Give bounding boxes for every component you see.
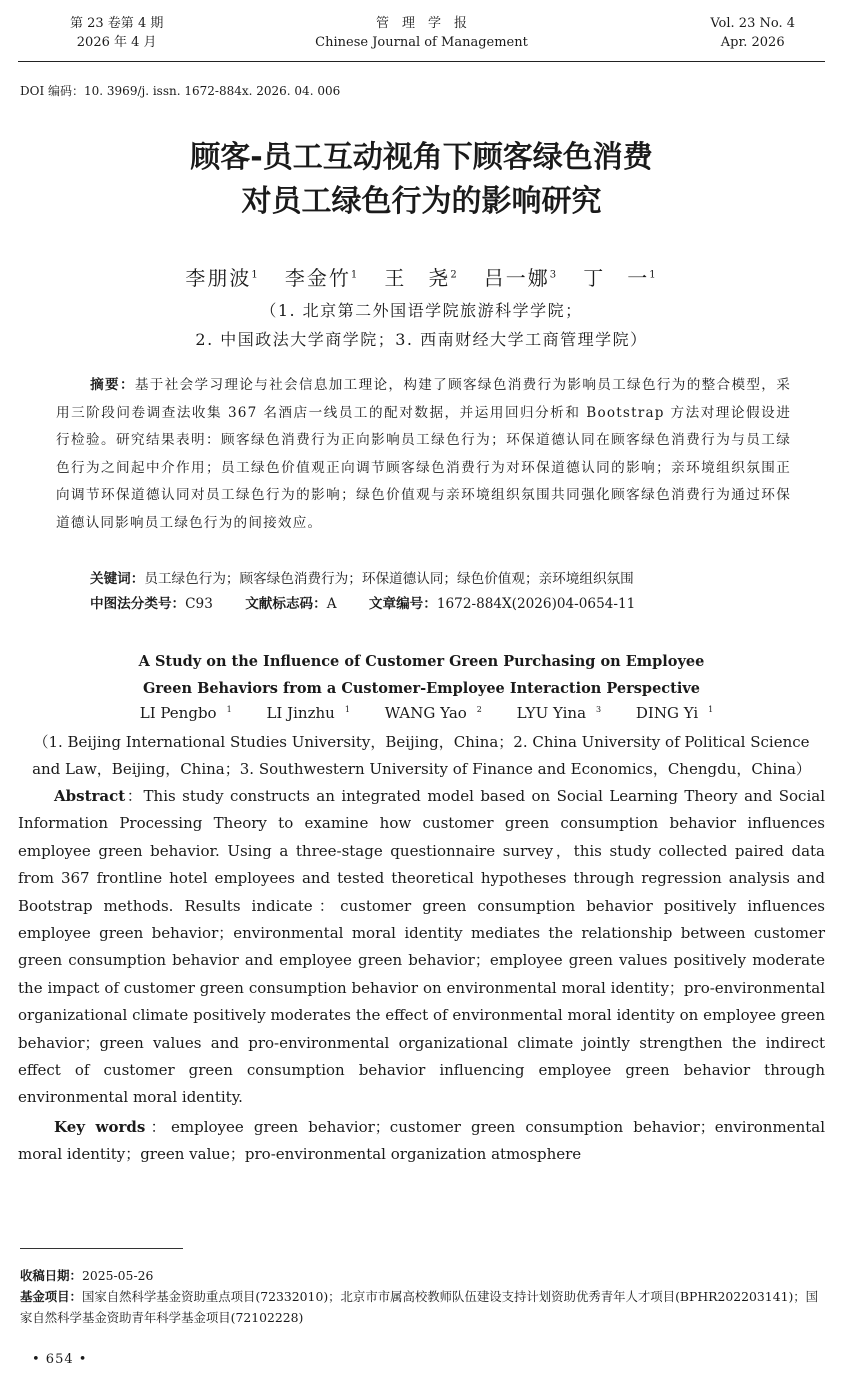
title-cn-line1: 顾客-员工互动视角下顾客绿色消费 bbox=[190, 140, 653, 175]
doc-code-label: 文献标志码： bbox=[245, 596, 327, 612]
author-en: DING Yi $^1$ bbox=[635, 704, 714, 722]
journal-name-cn: 管 理 学 报 bbox=[375, 16, 467, 31]
author-en: LYU Yina $^3$ bbox=[516, 704, 602, 722]
abstract-en-text: ：This study constructs an integrated model based on Social Learning Theory and Social Information Processing Theory to examine how customer green consumption behavior influences employee green behavior. Using a three-stage questionnaire survey，this study collected paired data from 367 frontline hotel employees and tested theoretical hypotheses through regression analysis and Bootstrap methods. Results indicate：customer green consumption behavior positively influences employee green behavior；environmental moral identity mediates the relationship between customer green consumption behavior and employee green behavior；employee green values positively moderate the impact of customer green consumption behavior on environmental moral identity；pro-environmental organizational climate positively moderates the effect of environmental moral identity on employee green behavior；green values and pro-environmental organizational climate jointly strengthen the indirect effect of customer green consumption behavior influencing employee green behavior through environmental moral identity. bbox=[18, 787, 825, 1107]
abstract-en-label: Abstract bbox=[54, 787, 126, 805]
title-cn-line2: 对员工绿色行为的影响研究 bbox=[241, 184, 602, 219]
title-cn bbox=[0, 136, 843, 224]
authors-cn bbox=[0, 262, 843, 291]
author-en: WANG Yao $^2$ bbox=[384, 704, 482, 722]
author-cn: 丁 一$^1$ bbox=[583, 266, 658, 290]
doc-code-value: A bbox=[326, 596, 337, 612]
keywords-cn-label: 关键词： bbox=[90, 571, 145, 587]
keywords-cn bbox=[90, 565, 803, 593]
journal-name-en: Chinese Journal of Management bbox=[315, 35, 528, 50]
header-volume-en bbox=[710, 14, 795, 52]
author-cn: 李朋波$^1$ bbox=[185, 266, 260, 290]
abstract-cn-label: 摘要： bbox=[90, 377, 135, 393]
keywords-en-label: Key words bbox=[54, 1118, 146, 1136]
abstract-cn bbox=[56, 372, 791, 538]
footnote-rule bbox=[20, 1248, 183, 1249]
author-cn: 王 尧$^2$ bbox=[384, 266, 459, 290]
header-rule bbox=[18, 61, 825, 62]
title-en-line1: A Study on the Influence of Customer Green Purchasing on Employee bbox=[138, 653, 705, 670]
keywords-en bbox=[18, 1114, 825, 1169]
keywords-cn-text: 员工绿色行为；顾客绿色消费行为；环保道德认同；绿色价值观；亲环境组织氛围 bbox=[144, 571, 634, 587]
volume-cn: 第 23 卷第 4 期 bbox=[70, 16, 164, 31]
article-number-label: 文章编号： bbox=[368, 596, 437, 612]
affiliations-en: （1. Beijing International Studies University，Beijing，China；2. China University of Political Science and Law，Beijing，China；3. Southwestern University of Finance and Economics，Chengdu，China） bbox=[32, 733, 811, 778]
classification-cn bbox=[90, 593, 803, 615]
affiliation-cn-line2: 2. 中国政法大学商学院；3. 西南财经大学工商管理学院） bbox=[195, 330, 648, 349]
footnote bbox=[20, 1265, 825, 1328]
author-cn: 吕一娜$^3$ bbox=[483, 266, 559, 290]
clc-value: C93 bbox=[185, 596, 213, 612]
author-en: LI Jinzhu $^1$ bbox=[266, 704, 350, 722]
volume-en: Vol. 23 No. 4 bbox=[710, 16, 795, 31]
author-en: LI Pengbo $^1$ bbox=[139, 704, 232, 722]
abstract-cn-text: 基于社会学习理论与社会信息加工理论，构建了顾客绿色消费行为影响员工绿色行为的整合模型，采用三阶段问卷调查法收集 367 名酒店一线员工的配对数据，并运用回归分析和 Bootstrap 方法对理论假设进行检验。研究结果表明：顾客绿色消费行为正向影响员工绿色行为；环保道德认同在顾客绿色消费行为与员工绿色行为之间起中介作用；员工绿色价值观正向调节顾客绿色消费行为对环保道德认同的影响；亲环境组织氛围正向调节环保道德认同对员工绿色行为的影响；绿色价值观与亲环境组织氛围共同强化顾客绿色消费行为通过环保道德认同影响员工绿色行为的间接效应。 bbox=[56, 377, 791, 531]
title-en bbox=[0, 648, 843, 702]
doi: DOI 编码：10. 3969/j. issn. 1672-884x. 2026. 04. 006 bbox=[20, 84, 341, 98]
title-en-line2: Green Behaviors from a Customer-Employee Interaction Perspective bbox=[143, 680, 700, 697]
keywords-en-text: ：employee green behavior；customer green consumption behavior；environmental moral identity；green value；pro-environmental organization atmosphere bbox=[18, 1118, 825, 1164]
fund-project: 基金项目：国家自然科学基金资助重点项目(72332010)；北京市市属高校教师队伍建设支持计划资助优秀青年人才项目(BPHR202203141)；国家自然科学基金资助青年科学基金项目(72102228) bbox=[20, 1289, 819, 1325]
author-cn: 李金竹$^1$ bbox=[284, 266, 360, 290]
authors-en bbox=[0, 704, 843, 722]
received-date: 收稿日期：2025-05-26 bbox=[20, 1268, 154, 1283]
affiliation-cn-line1: （1. 北京第二外国语学院旅游科学学院； bbox=[260, 301, 583, 320]
article-number-value: 1672-884X(2026)04-0654-11 bbox=[436, 596, 636, 612]
date-cn: 2026 年 4 月 bbox=[76, 35, 157, 50]
clc-label: 中图法分类号： bbox=[90, 596, 186, 612]
date-en: Apr. 2026 bbox=[720, 35, 785, 50]
abstract-en bbox=[18, 783, 825, 1112]
affiliations-cn bbox=[0, 296, 843, 354]
page-number: • 654 • bbox=[32, 1352, 88, 1367]
